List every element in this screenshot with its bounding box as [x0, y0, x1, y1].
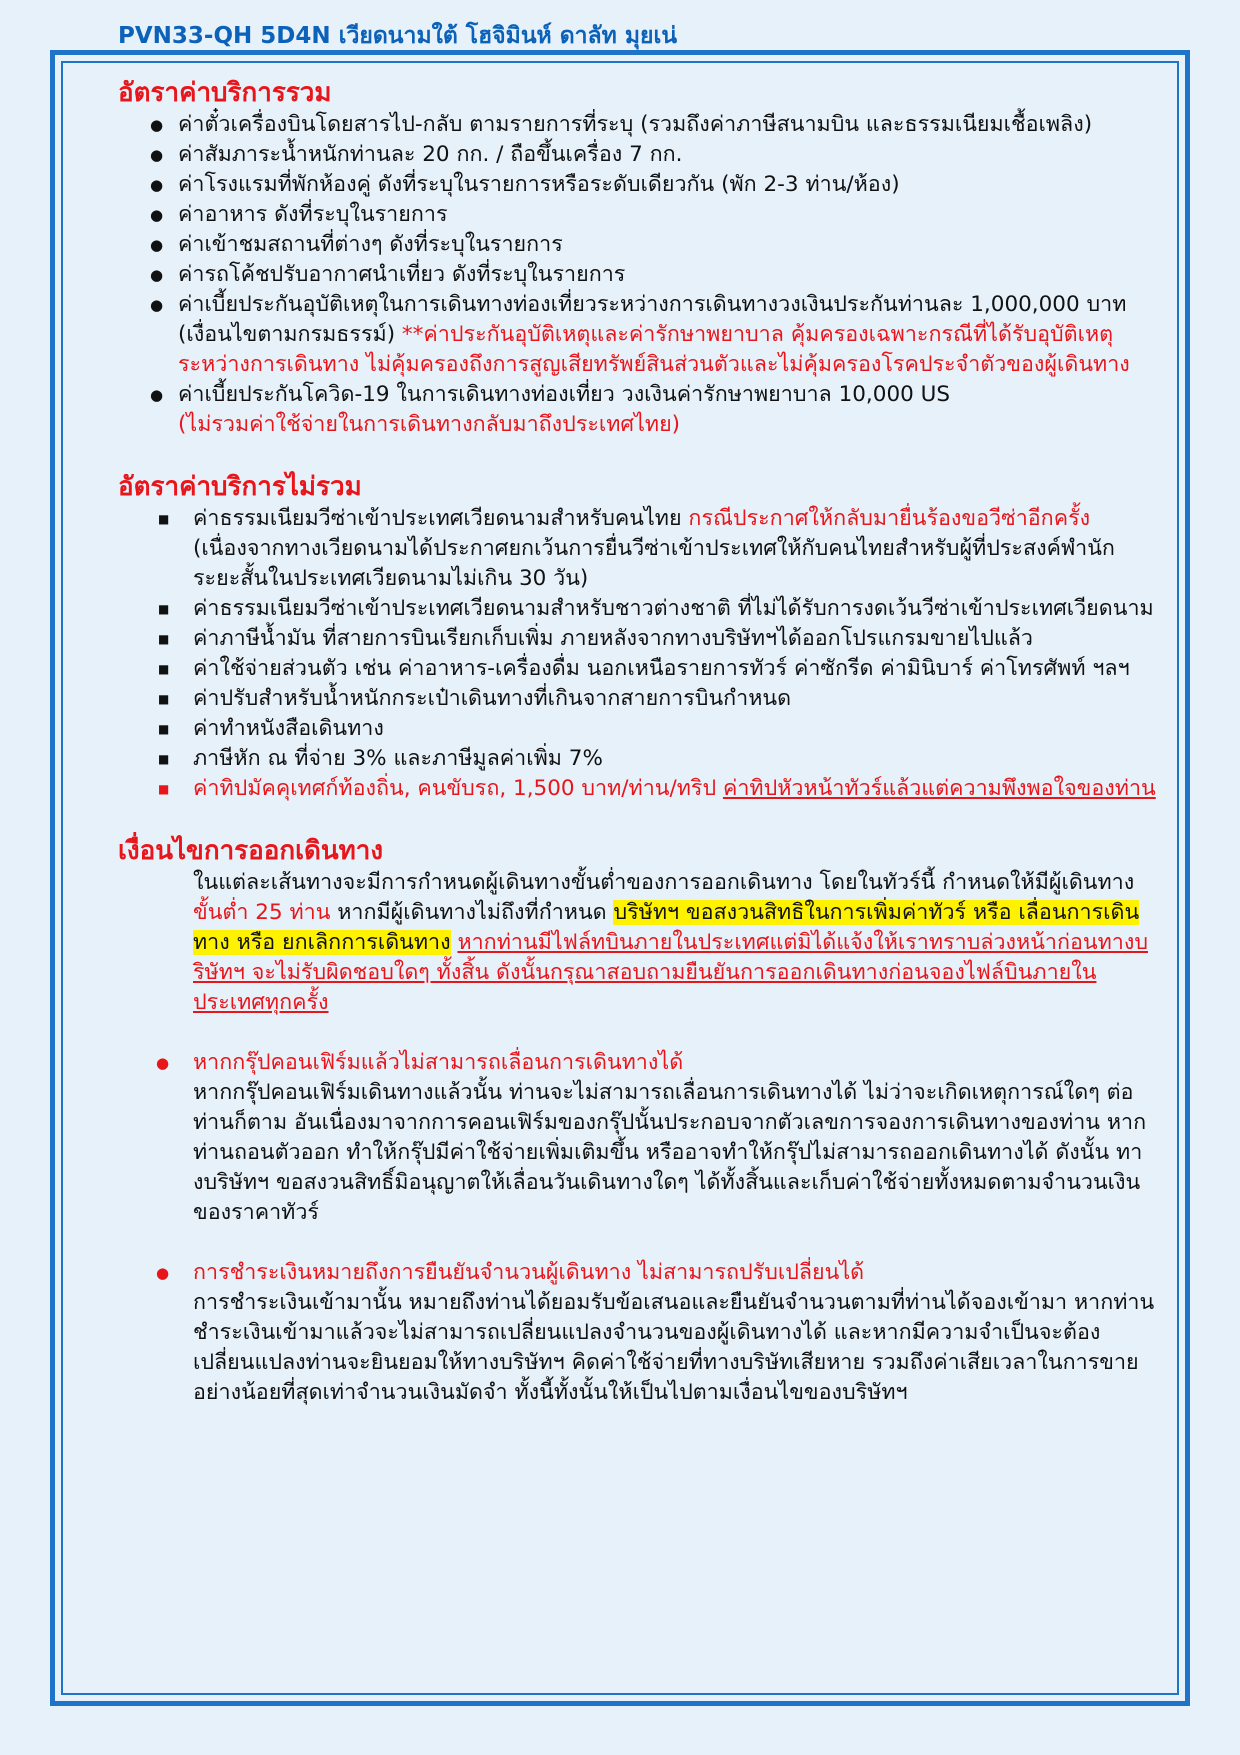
- included-item: ● ค่าสัมภาระน้ำหนักท่านละ 20 กก. / ถือขึ้นเครื่อง 7 กก.: [118, 140, 1158, 170]
- covid-text: ค่าเบี้ยประกันโควิด-19 ในการเดินทางท่องเที่ยว วงเงินค่ารักษาพยาบาล 10,000 US: [178, 382, 951, 407]
- included-item: ● ค่าโรงแรมที่พักห้องคู่ ดังที่ระบุในรายการหรือระดับเดียวกัน (พัก 2-3 ท่าน/ห้อง): [118, 170, 1158, 200]
- visa-thai-note: กรณีประกาศให้กลับมายื่นร้องขอวีซ่าอีกครั้ง: [688, 506, 1091, 531]
- excluded-item: ■ ค่าปรับสำหรับน้ำหนักกระเป๋าเดินทางที่เกินจากสายการบินกำหนด: [118, 684, 1158, 714]
- conditions-heading: เงื่อนไขการออกเดินทาง: [118, 836, 384, 866]
- insurance-note: **ค่าประกันอุบัติเหตุและค่ารักษาพยาบาล คุ้มครองเฉพาะกรณีที่ได้รับอุบัติเหตุระหว่างการเดินทาง ไม่คุ้มครองถึงการสูญเสียทรัพย์สินส่วนตัวและไม่คุ้มครองโรคประจำตัวของผู้เดินทาง: [178, 322, 1130, 377]
- included-list: [118, 110, 1158, 440]
- excluded-item: ■ ค่าใช้จ่ายส่วนตัว เช่น ค่าอาหาร-เครื่องดื่ม นอกเหนือรายการทัวร์ ค่าซักรีด ค่ามินิบาร์ ค่าโทรศัพท์ ฯลฯ: [118, 654, 1158, 684]
- payment-title: ● การชำระเงินหมายถึงการยืนยันจำนวนผู้เดินทาง ไม่สามารถปรับเปลี่ยนได้: [193, 1260, 865, 1285]
- included-item-insurance: [118, 290, 1158, 380]
- excluded-item: ■ ค่าภาษีน้ำมัน ที่สายการบินเรียกเก็บเพิ่ม ภายหลังจากทางบริษัทฯได้ออกโปรแกรมขายไปแล้ว: [118, 624, 1158, 654]
- excluded-heading: อัตราค่าบริการไม่รวม: [118, 472, 362, 502]
- tip-leader-note: ค่าทิปหัวหน้าทัวร์แล้วแต่ความพึงพอใจของท่าน: [722, 776, 1156, 801]
- group-confirm-body: หากกรุ๊ปคอนเฟิร์มเดินทางแล้วนั้น ท่านจะไม่สามารถเลื่อนการเดินทางได้ ไม่ว่าจะเกิดเหตุการณ์ใดๆ ต่อท่านก็ตาม อันเนื่องมาจากการคอนเฟิร์มของกรุ๊ปนั้นประกอบจากตัวเลขการจองการเดินทางของท่าน หากท่านถอนตัวออก ทำให้กรุ๊ปมีค่าใช้จ่ายเพิ่มเติมขึ้น หรืออาจทำให้กรุ๊ปไม่สามารถออกเดินทางได้ ดังนั้น ทางบริษัทฯ ขอสงวนสิทธิ์มิอนุญาตให้เลื่อนวันเดินทางใดๆ ได้ทั้งสิ้นและเก็บค่าใช้จ่ายทั้งหมดตามจำนวนเงินของราคาทัวร์: [193, 1080, 1147, 1225]
- intro-flight-note: หากท่านมีไฟล์ทบินภายในประเทศแต่มิได้แจ้งให้เราทราบล่วงหน้าก่อนทางบริษัทฯ จะไม่รับผิดชอบใดๆ ทั้งสิ้น ดังนั้นกรุณาสอบถามยืนยันการออกเดินทางก่อนจองไฟล์บินภายในประเทศทุกครั้ง: [193, 930, 1148, 1015]
- visa-thai-tail: (เนื่องจากทางเวียดนามได้ประกาศยกเว้นการยื่นวีซ่าเข้าประเทศให้กับคนไทยสำหรับผู้ที่ประสงค์พำนักระยะสั้นในประเทศเวียดนามไม่เกิน 30 วัน): [193, 536, 1115, 591]
- intro-text-a: ในแต่ละเส้นทางจะมีการกำหนดผู้เดินทางขั้นต่ำของการออกเดินทาง โดยในทัวร์นี้ กำหนดให้มีผู้เดินทาง: [193, 870, 1135, 895]
- excluded-list: [118, 504, 1158, 804]
- tip-text: ค่าทิปมัคคุเทศก์ท้องถิ่น, คนขับรถ, 1,500 บาท/ท่าน/ทริป: [193, 776, 723, 801]
- included-item: ● ค่าตั๋วเครื่องบินโดยสารไป-กลับ ตามรายการที่ระบุ (รวมถึงค่าภาษีสนามบิน และธรรมเนียมเชื้อเพลิง): [118, 110, 1158, 140]
- excluded-item-tip: [118, 774, 1158, 804]
- payment-section: [118, 1258, 1158, 1408]
- intro-minimum: ขั้นต่ำ 25 ท่าน: [193, 900, 331, 925]
- visa-thai-text: ค่าธรรมเนียมวีซ่าเข้าประเทศเวียดนามสำหรับคนไทย: [193, 506, 689, 531]
- intro-highlight: บริษัทฯ ขอสงวนสิทธิในการเพิ่มค่าทัวร์ หรือ เลื่อนการเดินทาง หรือ ยกเลิกการเดินทาง: [193, 900, 1140, 955]
- group-confirm-section: [118, 1048, 1158, 1228]
- excluded-item-visa-thai: [118, 504, 1158, 594]
- insurance-text: ค่าเบี้ยประกันอุบัติเหตุในการเดินทางท่องเที่ยวระหว่างการเดินทางวงเงินประกันท่านละ 1,000,000 บาท (เงื่อนไขตามกรมธรรม์): [178, 292, 1127, 347]
- included-item-covid: [118, 380, 1158, 440]
- included-heading: อัตราค่าบริการรวม: [118, 78, 332, 108]
- included-item: ● ค่าเข้าชมสถานที่ต่างๆ ดังที่ระบุในรายการ: [118, 230, 1158, 260]
- page-header-title: PVN33-QH 5D4N เวียดนามใต้ โฮจิมินห์ ดาลัท มุยเน่: [118, 23, 678, 49]
- included-item: ● ค่ารถโค้ชปรับอากาศนำเที่ยว ดังที่ระบุในรายการ: [118, 260, 1158, 290]
- included-item: ● ค่าอาหาร ดังที่ระบุในรายการ: [118, 200, 1158, 230]
- document-content: [118, 76, 1158, 1408]
- payment-body: การชำระเงินเข้ามานั้น หมายถึงท่านได้ยอมรับข้อเสนอและยืนยันจำนวนตามที่ท่านได้จองเข้ามา หากท่านชำระเงินเข้ามาแล้วจะไม่สามารถเปลี่ยนแปลงจำนวนของผู้เดินทางได้ และหากมีความจำเป็นจะต้องเปลี่ยนแปลงท่านจะยินยอมให้ทางบริษัทฯ คิดค่าใช้จ่ายที่ทางบริษัทเสียหาย รวมถึงค่าเสียเวลาในการขาย อย่างน้อยที่สุดเท่าจำนวนเงินมัดจำ ทั้งนี้ทั้งนั้นให้เป็นไปตามเงื่อนไขของบริษัทฯ: [193, 1290, 1155, 1405]
- conditions-intro: [118, 868, 1158, 1018]
- excluded-item: ■ ภาษีหัก ณ ที่จ่าย 3% และภาษีมูลค่าเพิ่ม 7%: [118, 744, 1158, 774]
- covid-note: (ไม่รวมค่าใช้จ่ายในการเดินทางกลับมาถึงประเทศไทย): [178, 412, 681, 437]
- intro-text-b: หากมีผู้เดินทางไม่ถึงที่กำหนด: [330, 900, 614, 925]
- excluded-item: ■ ค่าทำหนังสือเดินทาง: [118, 714, 1158, 744]
- excluded-item: ■ ค่าธรรมเนียมวีซ่าเข้าประเทศเวียดนามสำหรับชาวต่างชาติ ที่ไม่ได้รับการงดเว้นวีซ่าเข้าประเทศเวียดนาม: [118, 594, 1158, 624]
- group-confirm-title: ● หากกรุ๊ปคอนเฟิร์มแล้วไม่สามารถเลื่อนการเดินทางได้: [193, 1050, 684, 1075]
